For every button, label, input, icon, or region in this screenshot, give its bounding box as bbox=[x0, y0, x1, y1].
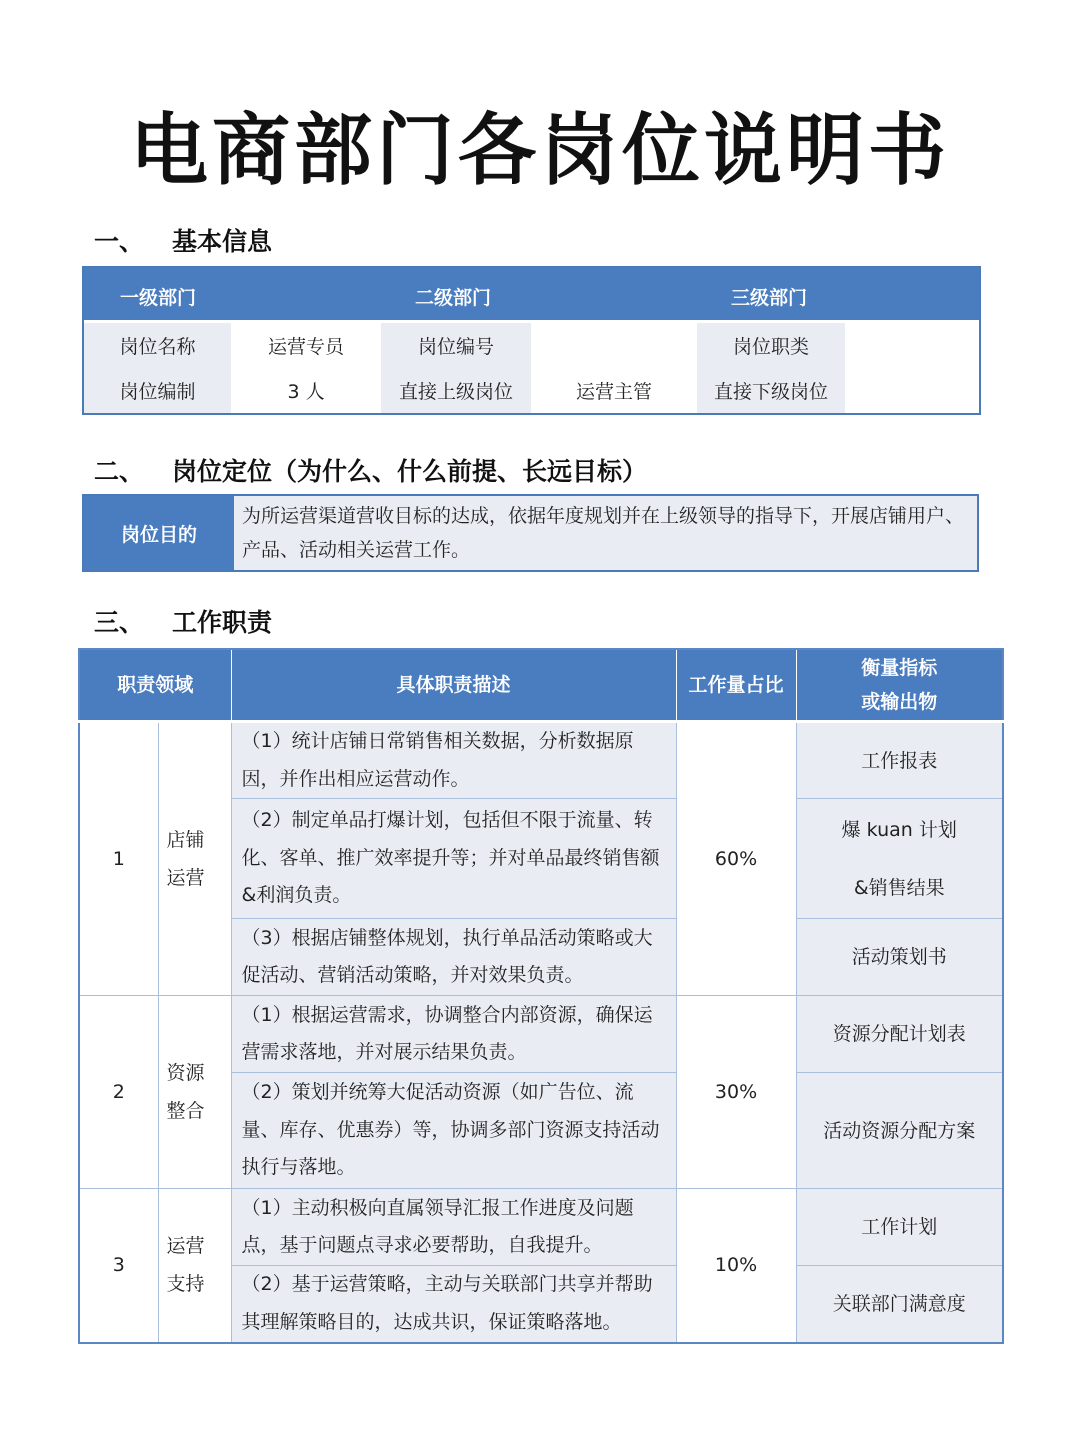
label-position-category: 岗位职类 bbox=[697, 323, 845, 368]
purpose-text: 为所运营渠道营收目标的达成，依据年度规划并在上级领导的指导下，开展店铺用户、产品、活动相关运营工作。 bbox=[234, 495, 978, 571]
header-metric-line2: 或输出物 bbox=[861, 691, 938, 713]
duty-area bbox=[158, 1189, 231, 1343]
duty-description: （1）统计店铺日常销售相关数据，分析数据原因，并作出相应运营动作。 bbox=[231, 722, 676, 799]
label-position-name: 岗位名称 bbox=[83, 323, 231, 368]
duty-area-line: 店铺 bbox=[166, 829, 205, 851]
header-metric-line1: 衡量指标 bbox=[861, 657, 938, 679]
section-number: 一、 bbox=[94, 227, 145, 256]
section-title: 岗位定位（为什么、什么前提、长远目标） bbox=[172, 457, 648, 486]
label-position-code: 岗位编号 bbox=[381, 323, 531, 368]
duty-output-line: &销售结果 bbox=[853, 876, 945, 899]
duty-description: （3）根据店铺整体规划，执行单品活动策略或大促活动、营销活动策略，并对效果负责。 bbox=[231, 919, 676, 996]
section-number: 二、 bbox=[94, 457, 145, 486]
duty-output bbox=[796, 799, 1003, 919]
header-level1-dept: 一级部门 bbox=[83, 267, 381, 320]
duties-header-row bbox=[79, 649, 1003, 722]
basic-info-row bbox=[83, 368, 980, 414]
table-row bbox=[79, 722, 1003, 799]
header-metric bbox=[796, 649, 1003, 722]
duty-area-line: 运营 bbox=[166, 1235, 205, 1258]
basic-info-row bbox=[83, 323, 980, 368]
duty-output: 关联部门满意度 bbox=[796, 1266, 1003, 1343]
value-headcount: 3 人 bbox=[287, 381, 325, 403]
section-title: 工作职责 bbox=[172, 608, 273, 637]
header-level2-dept: 二级部门 bbox=[381, 267, 697, 320]
duty-area bbox=[158, 722, 231, 996]
duty-output: 资源分配计划表 bbox=[796, 996, 1003, 1073]
table-row bbox=[79, 996, 1003, 1073]
value-direct-superior: 运营主管 bbox=[576, 381, 653, 403]
duty-description: （2）基于运营策略，主动与关联部门共享并帮助其理解策略目的，达成共识，保证策略落地。 bbox=[231, 1266, 676, 1343]
duty-output: 活动策划书 bbox=[796, 919, 1003, 996]
value-direct-subordinate bbox=[845, 368, 980, 414]
value-position-code bbox=[531, 323, 697, 368]
duty-index: 2 bbox=[79, 996, 158, 1189]
header-area: 职责领域 bbox=[79, 649, 231, 722]
duty-description: （2）策划并统筹大促活动资源（如广告位、流量、库存、优惠券）等，协调多部门资源支持活动执行与落地。 bbox=[231, 1073, 676, 1189]
duty-ratio: 30% bbox=[676, 996, 796, 1189]
section-heading-duties bbox=[94, 603, 272, 639]
purpose-label: 岗位目的 bbox=[83, 495, 234, 571]
page-title: 电商部门各岗位说明书 bbox=[129, 106, 950, 196]
basic-info-header-row bbox=[83, 267, 980, 320]
positioning-table bbox=[82, 494, 979, 572]
duty-description: （1）主动积极向直属领导汇报工作进度及问题点，基于问题点寻求必要帮助，自我提升。 bbox=[231, 1189, 676, 1266]
section-heading-positioning bbox=[94, 452, 647, 488]
duty-ratio: 60% bbox=[676, 722, 796, 996]
label-direct-superior: 直接上级岗位 bbox=[381, 368, 531, 414]
duty-output-line: 爆 kuan 计划 bbox=[841, 818, 957, 841]
value-position-name: 运营专员 bbox=[268, 336, 345, 358]
label-direct-subordinate: 直接下级岗位 bbox=[697, 368, 845, 414]
section-number: 三、 bbox=[94, 608, 145, 637]
duty-area-line: 整合 bbox=[166, 1100, 205, 1122]
duty-ratio: 10% bbox=[676, 1189, 796, 1343]
header-ratio: 工作量占比 bbox=[676, 649, 796, 722]
duty-area bbox=[158, 996, 231, 1189]
table-row bbox=[79, 1189, 1003, 1266]
duty-area-line: 支持 bbox=[166, 1273, 205, 1296]
duty-description: （2）制定单品打爆计划，包括但不限于流量、转化、客单、推广效率提升等；并对单品最终销售额&利润负责。 bbox=[231, 799, 676, 919]
section-heading-basic-info bbox=[94, 222, 272, 258]
duty-description: （1）根据运营需求，协调整合内部资源，确保运营需求落地，并对展示结果负责。 bbox=[231, 996, 676, 1073]
duty-output: 工作报表 bbox=[796, 722, 1003, 799]
header-description: 具体职责描述 bbox=[231, 649, 676, 722]
duty-area-line: 资源 bbox=[166, 1062, 205, 1084]
value-position-category bbox=[845, 323, 980, 368]
duty-index: 3 bbox=[79, 1189, 158, 1343]
duty-output: 活动资源分配方案 bbox=[796, 1073, 1003, 1189]
duties-table bbox=[78, 648, 1004, 1344]
header-level3-dept: 三级部门 bbox=[697, 267, 980, 320]
label-headcount: 岗位编制 bbox=[83, 368, 231, 414]
duty-index: 1 bbox=[79, 722, 158, 996]
section-title: 基本信息 bbox=[172, 227, 273, 256]
duty-output: 工作计划 bbox=[796, 1189, 1003, 1266]
basic-info-table bbox=[82, 266, 981, 415]
duty-area-line: 运营 bbox=[166, 867, 205, 889]
